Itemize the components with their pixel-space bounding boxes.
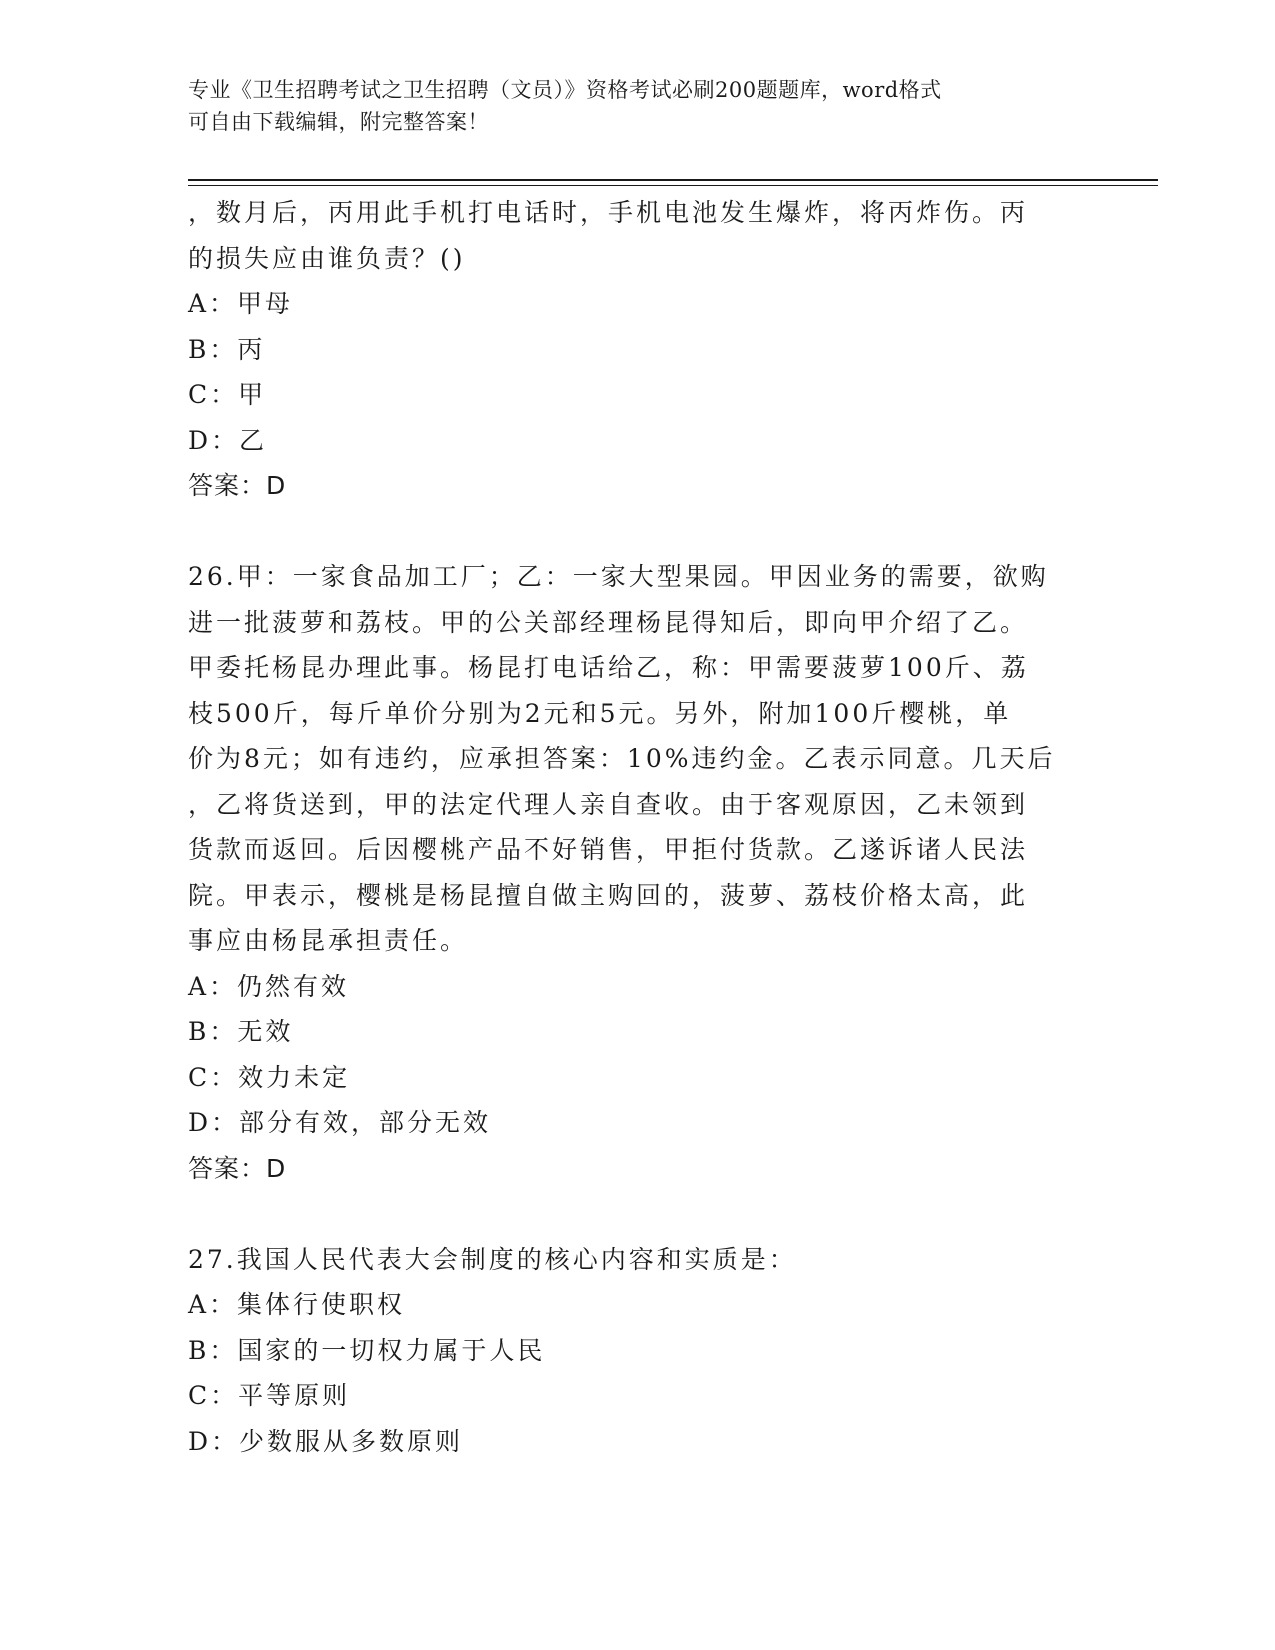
question-26 (188, 554, 1088, 1191)
option-a: A：甲母 (188, 289, 294, 318)
option-c: C：平等原则 (188, 1381, 351, 1410)
option-b: B：丙 (188, 334, 266, 364)
option-b: B：国家的一切权力属于人民 (188, 1335, 546, 1365)
answer-label: 答案：D (188, 1153, 287, 1183)
question-stem-line: 货款而返回。后因樱桃产品不好销售，甲拒付货款。乙遂诉诸人民法 (188, 835, 1029, 864)
question-stem-line: ，数月后，丙用此手机打电话时，手机电池发生爆炸，将丙炸伤。丙 (188, 198, 1029, 227)
question-stem-line: 的损失应由谁负责？() (188, 243, 466, 273)
question-stem-line: 枝500斤，每斤单价分别为2元和5元。另外，附加100斤樱桃，单 (188, 698, 1012, 728)
question-content (188, 190, 1088, 1464)
header-divider-thick (188, 179, 1158, 181)
question-27 (188, 1237, 1088, 1465)
question-stem-line: 事应由杨昆承担责任。 (188, 926, 469, 955)
option-c: C：甲 (188, 380, 267, 409)
option-d: D：乙 (188, 425, 268, 455)
question-spacer (188, 1191, 1088, 1237)
header-title-line-2: 可自由下载编辑，附完整答案！ (188, 110, 489, 134)
question-stem-line: 26.甲：一家食品加工厂；乙：一家大型果园。甲因业务的需要，欲购 (188, 562, 1049, 591)
option-a: A：集体行使职权 (188, 1290, 406, 1319)
question-stem-line: 甲委托杨昆办理此事。杨昆打电话给乙，称：甲需要菠萝100斤、荔 (188, 653, 1029, 682)
option-d: D：少数服从多数原则 (188, 1426, 464, 1456)
question-25 (188, 190, 1088, 509)
question-stem-line: 进一批菠萝和荔枝。甲的公关部经理杨昆得知后，即向甲介绍了乙。 (188, 607, 1029, 637)
answer-label: 答案：D (188, 471, 287, 500)
question-stem-line: 价为8元；如有违约，应承担答案：10%违约金。乙表示同意。几天后 (188, 744, 1056, 773)
header-divider-thin (188, 185, 1158, 186)
document-header (188, 74, 1088, 138)
question-stem-line: 27.我国人民代表大会制度的核心内容和实质是： (188, 1244, 797, 1274)
question-stem-line: ，乙将货送到，甲的法定代理人亲自查收。由于客观原因，乙未领到 (188, 789, 1029, 819)
question-spacer (188, 509, 1088, 555)
option-a: A：仍然有效 (188, 971, 350, 1001)
option-d: D：部分有效，部分无效 (188, 1108, 492, 1137)
option-b: B：无效 (188, 1017, 294, 1046)
option-c: C：效力未定 (188, 1062, 351, 1092)
header-title-line-1: 专业《卫生招聘考试之卫生招聘（文员）》资格考试必刷200题题库，word格式 (188, 78, 942, 102)
question-stem-line: 院。甲表示，樱桃是杨昆擅自做主购回的，菠萝、荔枝价格太高，此 (188, 880, 1029, 910)
